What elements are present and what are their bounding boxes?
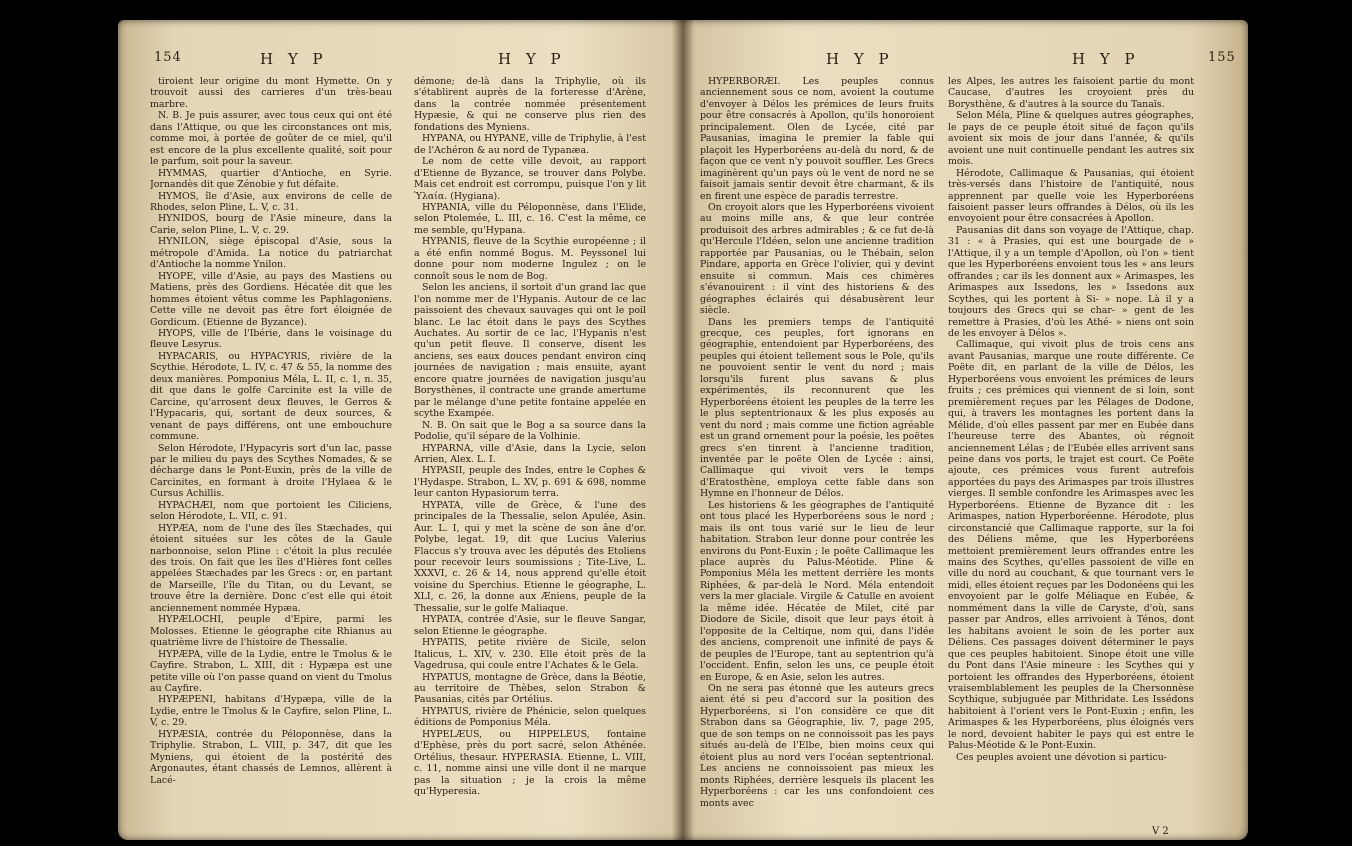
paragraph: HYPANIS, fleuve de la Scythie européenne ; il a été enfin nommé Bogus. M. Peyssonel lui donne pour nom moderne Ingulez ; on le connoît sous le nom de Bog. bbox=[414, 236, 646, 282]
paragraph: HYPÆPENI, habitans d'Hypæpa, ville de la Lydie, entre le Tmolus & le Cayfire, selon Pline, L. V, c. 29. bbox=[150, 694, 392, 729]
right-column-2 bbox=[948, 76, 1194, 822]
paragraph: HYMMAS, quartier d'Antioche, en Syrie. Jornandès dit que Zénobie y fut défaite. bbox=[150, 167, 392, 191]
paragraph: HYPATUS, montagne de Grèce, dans la Béotie, au territoire de Thèbes, selon Strabon & Pausanias, cités par Ortélius. bbox=[414, 671, 646, 706]
paragraph: Pausanias dit dans son voyage de l'Attique, chap. 31 : « à Prasies, qui est une bourgade de » l'Attique, il y a un temple d'Apollon, où l'on » tient que les Hyperboréens envoient tous les » ans leurs offrandes ; car ils les donnent aux » Arimaspes, les Arimaspes aux Issedons, les » Issedons aux Scythes, qui les portent à Si- » nope. Là il y a toujours des Grecs qui se char- » gent de les remettre à Prasies, d'où les Athé- » niens ont soin de les envoyer à Délos ». bbox=[948, 224, 1194, 339]
paragraph: HYPANA, ou HYPANE, ville de Triphylie, à l'est de l'Achéron & au nord de Typanæa. bbox=[414, 133, 646, 156]
paragraph: Selon les anciens, il sortoit d'un grand lac que l'on nomme mer de l'Hypanis. Autour de ce lac paissoient des chevaux sauvages qui ont le poil blanc. Le lac étoit dans le pays des Scythes Auchates. Au sortir de ce lac, l'Hypanis n'est qu'un petit fleuve. Il conserve, disent les anciens, ses eaux douces pendant environ cinq journées de navigation ; mais ensuite, ayant encore quatre journées de navigation jusqu'au Borysthènes, il contracte une grande amertume par le mélange d'une petite fontaine appelée en scythe Exampée. bbox=[414, 282, 646, 420]
paragraph: HYPATA, ville de Grèce, & l'une des principales de la Thessalie, selon Apulée, Asin. Aur. L. I, qui y met la scène de son âne d'or. Polybe, legat. 19, dit que Lucius Valerius Flaccus s'y trouva avec les députés des Etoliens pour recevoir leurs soumissions ; Tite-Live, L. XXXVI, c. 26 & 14, nous apprend qu'elle étoit voisine du Sperchius. Etienne le géographe, L. XLI, c. 26, la donne aux Æniens, peuple de la Thessalie, sur le golfe Maliaque. bbox=[414, 499, 646, 614]
right-page bbox=[678, 20, 1248, 840]
paragraph: N. B. Je puis assurer, avec tous ceux qui ont été dans l'Attique, ou que les circonstances ont mis, comme moi, à portée de goûter de ce miel, qu'il est encore de la plus excellente qualité, soit pour le parfum, soit pour la saveur. bbox=[150, 110, 392, 168]
paragraph: HYPÆSIA, contrée du Péloponnèse, dans la Triphylie. Strabon, L. VIII, p. 347, dit que les Myniens, qui étoient de la postérité des Argonautes, étant chassés de Lemnos, allèrent à Lacé- bbox=[150, 728, 392, 786]
paragraph: démone; de-là dans la Triphylie, où ils s'établirent auprès de la forteresse d'Arène, dans la contrée nommée présentement Hypæsie, & qui ne conserve plus rien des fondations des Myniens. bbox=[414, 76, 646, 133]
paragraph: N. B. On sait que le Bog a sa source dans la Podolie, qu'il sépare de la Volhinie. bbox=[414, 419, 646, 443]
paragraph: On croyoit alors que les Hyperboréens vivoient au moins mille ans, & que leur contrée produisoit des arbres admirables ; & ce fut de-là qu'Hercule l'Idéen, selon une ancienne tradition rapportée par Pausanias, ou le Thébain, selon Pindare, apporta en Grèce l'olivier, qui y devint ensuite si commun. Mais ces chimères s'évanouirent : il vint des historiens & des géographes éclairés qui désabusèrent leur siècle. bbox=[700, 201, 934, 317]
paragraph: HYPATA, contrée d'Asie, sur le fleuve Sangar, selon Etienne le géographe. bbox=[414, 614, 646, 637]
paragraph: Callimaque, qui vivoit plus de trois cens ans avant Pausanias, marque une route différente. Ce Poëte dit, en parlant de la ville de Délos, les Hyperboréens vous envoient les prémices de leurs fruits ; ces prémices qui viennent de si loin, sont premièrement reçues par les Pélages de Dodone, qui, à travers les montagnes les portent dans la Mélide, d'où elles passent par mer en Eubée dans l'heureuse terre des Abantes, où régnoit anciennement Lélas ; de l'Eubée elles arrivent sans peine dans vos ports, le trajet est court. Ce Poëte ajoute, ces prémices vous furent autrefois apportées du pays des Arimaspes par trois illustres vierges. Il semble confondre les Arimaspes avec les Hyperboréens. Etienne de Byzance dit : les Arimaspes, nation Hyperboréenne. Hérodote, plus circonstancié que Callimaque rapporte, sur la foi des Déliens même, que les Hyperboréens mettoient premièrement leurs offrandes entre les mains des Scythes, qu'elles passoient de ville en ville du nord au couchant, & que tournant vers le midi, elles étoient reçues par les Dodonéens qui les envoyoient par le golfe Méliaque en Eubée, & nommément dans la ville de Caryste, d'où, sans passer par Andros, elles arrivoient à Ténos, dont les habitans avoient le soin de les porter aux Déliens. Ces passages doivent déterminer le pays que ces peuples habitoient. Sinope étoit une ville du Pont dans l'Asie mineure : les Scythes qui y portoient les offrandes des Hyperboréens, étoient vraisemblablement les peuples de la Chersonnèse Scythique, subjuguée par Mithridate. Les Issédons habitoient à l'orient vers le Pont-Euxin ; enfin, les Arimaspes & les Hyperboréens, plus éloignés vers le nord, devoient habiter le pays qui est entre le Palus-Méotide & le Pont-Euxin. bbox=[948, 339, 1194, 752]
left-column-2 bbox=[414, 76, 646, 822]
book-spread bbox=[118, 20, 1248, 840]
paragraph: HYPASII, peuple des Indes, entre le Cophes & l'Hydaspe. Strabon, L. XV, p. 691 & 698, nomme leur canton Hypasiorum terra. bbox=[414, 465, 646, 500]
paragraph: HYPERBORÆI. Les peuples connus anciennement sous ce nom, avoient la coutume d'envoyer à Délos les prémices de leurs fruits pour être consacrés à Apollon, qu'ils honoroient principalement. Olen de Lycée, cité par Pausanias, imagina le premier la fable qui plaçoit les Hyperboréens au-delà du nord, & de façon que ce vent n'y pouvoit souffler. Les Grecs imaginèrent qu'un pays où le vent de nord ne se faisoit jamais sentir devoit être charmant, & ils en firent une espèce de paradis terrestre. bbox=[700, 76, 934, 202]
paragraph: HYPARNA, ville d'Asie, dans la Lycie, selon Arrien, Alex. L. I. bbox=[414, 442, 646, 465]
paragraph: Selon Hérodote, l'Hypacyris sort d'un lac, passe par le milieu du pays des Scythes Nomades, & se décharge dans le Pont-Euxin, près de la ville de Carcinites, en formant à droite l'Hylaea & le Cursus Achillis. bbox=[150, 442, 392, 500]
paragraph: HYPANIA, ville du Péloponnèse, dans l'Elide, selon Ptolemée, L. III, c. 16. C'est la même, ce me semble, qu'Hypana. bbox=[414, 201, 646, 236]
left-running-head-2: H Y P bbox=[498, 50, 566, 68]
left-running-head-1: H Y P bbox=[260, 50, 328, 68]
right-running-head-2: H Y P bbox=[1072, 50, 1140, 68]
paragraph: Dans les premiers temps de l'antiquité grecque, ces peuples, fort ignorans en géographie, entendoient par Hyperboréens, des peuples qui étoient tellement sous le Pole, qu'ils ne pouvoient sentir le vent du nord ; mais lorsqu'ils furent plus savans & plus expérimentés, ils reconnurent que les Hyperboréens étoient les peuples de la terre les le plus septentrionaux & les plus exposés au vent du nord ; mais comme une fiction agréable est un grand ornement pour la poésie, les poëtes grecs s'en tinrent à l'ancienne tradition, inventée par le poëte Olen de Lycée : ainsi, Callimaque qui vivoit vers le temps d'Eratosthène, employa cette fable dans son Hymne en l'honneur de Délos. bbox=[700, 316, 934, 500]
paragraph: HYOPS, ville de l'Ibérie, dans le voisinage du fleuve Lesyrus. bbox=[150, 327, 392, 351]
right-column-1 bbox=[700, 76, 934, 822]
paragraph: les Alpes, les autres les faisoient partie du mont Caucase, d'autres les croyoient près du Borysthène, & d'autres à la source du Tanaïs. bbox=[948, 76, 1194, 110]
left-page bbox=[118, 20, 674, 840]
paragraph: HYPATIS, petite rivière de Sicile, selon Italicus, L. XIV, v. 230. Elle étoit près de la Vagedrusa, qui coule entre l'Achates & le Gela. bbox=[414, 637, 646, 672]
paragraph: tiroient leur origine du mont Hymette. On y trouvoit aussi des carrieres d'un très-beau marbre. bbox=[150, 76, 392, 110]
paragraph: Le nom de cette ville devoit, au rapport d'Etienne de Byzance, se trouver dans Polybe. Mais cet endroit est corrompu, puisque l'on y lit Ὑλαία. (Hygiana). bbox=[414, 156, 646, 202]
paragraph: HYPATUS, rivière de Phénicie, selon quelques éditions de Pomponius Méla. bbox=[414, 705, 646, 729]
paragraph: Les historiens & les géographes de l'antiquité ont tous placé les Hyperboréens sous le nord ; mais ils ont tous varié sur le lieu de leur habitation. Strabon leur donne pour contrée les environs du Pont-Euxin ; le poëte Callimaque les place auprès du Palus-Méotide. Pline & Pomponius Méla les mettent derrière les monts Riphées, & par-delà le Nord. Méla entendoit vers la mer glaciale. Virgile & Catulle en avoient la même idée. Hécatée de Milet, cité par Diodore de Sicile, disoit que leur pays étoit à l'opposite de la Celtique, nom qui, dans l'idée des anciens, comprenoit une infinité de pays & de peuples de l'Europe, tant au septentrion qu'à l'occident. Enfin, selon les uns, ce peuple étoit en Europe, & en Asie, selon les autres. bbox=[700, 499, 934, 683]
paragraph: HYNILON, siège épiscopal d'Asie, sous la métropole d'Amida. La notice du patriarchat d'Antioche la nomme Ynilon. bbox=[150, 236, 392, 271]
paragraph: HYPACHÆI, nom que portoient les Ciliciens, selon Hérodote, L. VII, c. 91. bbox=[150, 499, 392, 523]
paragraph: Hérodote, Callimaque & Pausanias, qui étoient très-versés dans l'histoire de l'antiquité, nous apprennent par quelle voie les Hyperboréens faisoient passer leurs offrandes à Délos, où ils les envoyoient pour être consacrées à Apollon. bbox=[948, 167, 1194, 225]
paragraph: HYPÆA, nom de l'une des îles Stæchades, qui étoient situées sur les côtes de la Gaule narbonnoise, selon Pline : c'étoit la plus reculée des trois. On fait que les îles d'Hières font celles appelées Stæchades par les Grecs : or, en partant de Marseille, l'île du Titan, ou du Levant, se trouve être la dernière. Donc c'est elle qui étoit anciennement nommée Hypæa. bbox=[150, 522, 392, 614]
signature-mark: V 2 bbox=[1152, 826, 1169, 837]
paragraph: Ces peuples avoient une dévotion si particu- bbox=[956, 751, 1167, 763]
right-page-number: 155 bbox=[1208, 50, 1236, 65]
right-running-head-1: H Y P bbox=[826, 50, 894, 68]
paragraph: On ne sera pas étonné que les auteurs grecs aient été si peu d'accord sur la position des Hyperboréens, si l'on considère ce que dit Strabon dans sa Géographie, liv. 7, page 295, que de son temps on ne connoissoit pas les pays situés au-delà de l'Elbe, bien moins ceux qui étoient plus au nord vers l'océan septentrional. Les anciens ne connoissoient pas mieux les monts Riphées, derrière lesquels ils placent les Hyperboréens : car les uns confondoient ces monts avec bbox=[700, 683, 934, 809]
paragraph: HYMOS, île d'Asie, aux environs de celle de Rhodes, selon Pline, L. V, c. 31. bbox=[150, 190, 392, 213]
left-page-number: 154 bbox=[154, 50, 182, 65]
paragraph: HYPÆLOCHI, peuple d'Epire, parmi les Molosses. Etienne le géographe cite Rhianus au quatrième livre de l'histoire de Thessalie. bbox=[150, 614, 392, 649]
paragraph: Selon Méla, Pline & quelques autres géographes, le pays de ce peuple étoit situé de façon qu'ils avoient six mois de jour dans l'année, & qu'ils avoient une nuit continuelle pendant les autres six mois. bbox=[948, 110, 1194, 168]
paragraph: HYPÆPA, ville de la Lydie, entre le Tmolus & le Cayfire. Strabon, L. XIII, dit : Hypæpa est une petite ville où l'on passe quand on vient du Tmolus au Cayfire. bbox=[150, 648, 392, 695]
paragraph: HYPELÆUS, ou HIPPELEUS, fontaine d'Ephèse, près du port sacré, selon Athénée. Ortélius, thesaur. HYPERASIA. Etienne, L. VIII, c. 11, nomme ainsi une ville dont il ne marque pas la situation ; je la crois la même qu'Hyperesia. bbox=[414, 728, 646, 798]
paragraph: HYOPE, ville d'Asie, au pays des Mastiens ou Matiens, près des Gordiens. Hécatée dit que les hommes étoient vêtus comme les Paphlagoniens. Cette ville ne devoit pas être fort éloignée de Gordicum. (Etienne de Byzance). bbox=[150, 270, 392, 328]
paragraph: HYPACARIS, ou HYPACYRIS, rivière de la Scythie. Hérodote, L. IV, c. 47 & 55, la nomme des deux manières. Pomponius Méla, L. II, c. 1, n. 35, dit que dans le golfe Carcinite est la ville de Carcine, qu'arrosent deux fleuves, le Gerros & l'Hypacaris, qui, sortant de deux sources, & venant de pays différens, ont une embouchure commune. bbox=[150, 350, 392, 443]
left-column-1 bbox=[150, 76, 392, 822]
paragraph: HYNIDOS, bourg de l'Asie mineure, dans la Carie, selon Pline, L. V, c. 29. bbox=[150, 213, 392, 236]
